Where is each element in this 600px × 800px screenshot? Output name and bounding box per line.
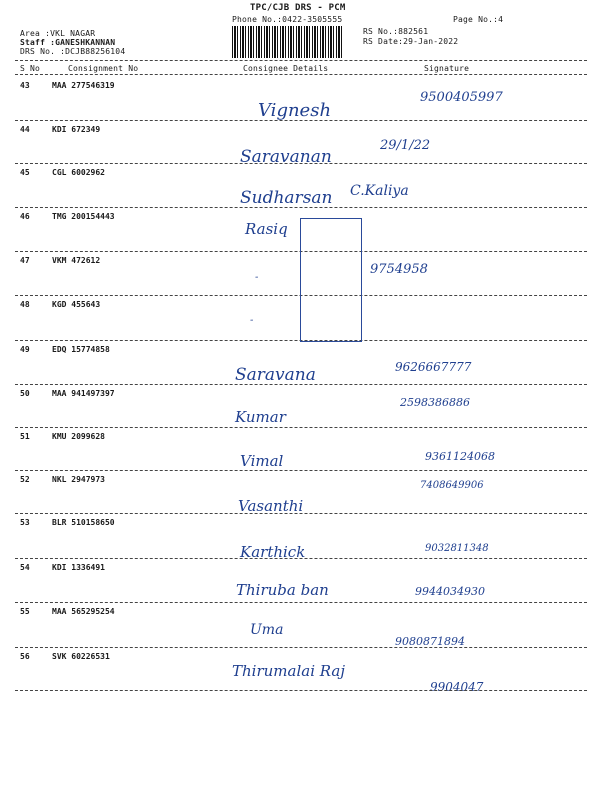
row-sno: 50 [20,389,30,398]
row-sno: 51 [20,432,30,441]
staff: Staff :GANESHKANNAN [20,38,116,47]
phone-number: Phone No.:0422-3505555 [232,15,343,24]
row-consignee-name: Thiruba ban [236,581,329,599]
row-consignment: KDI 672349 [52,125,101,134]
column-rule [15,74,587,75]
row-consignment: MAA 565295254 [52,607,115,616]
row-consignee-name: Uma [250,622,284,638]
row-consignment: NKL 2947973 [52,475,105,484]
row-consignee-name: Kumar [235,408,286,426]
bracket-mark [300,218,362,342]
row-sno: 53 [20,518,30,527]
row-sno: 45 [20,168,30,177]
row-consignee-name: Thirumalai Raj [232,662,345,680]
row-consignee-name: Saravana [235,365,316,385]
row-signature: 9904047 [430,680,484,694]
row-consignment: KMU 2099628 [52,432,105,441]
row-consignment: KGD 455643 [52,300,101,309]
row-consignment: VKM 472612 [52,256,101,265]
end-rule [15,690,587,691]
row-divider [15,427,587,428]
row-consignee-name: - [255,272,259,283]
header-rule [15,60,587,61]
row-divider [15,384,587,385]
row-sno: 54 [20,563,30,572]
col-consignment: Consignment No [68,64,139,73]
row-divider [15,647,587,648]
row-divider [15,207,587,208]
row-sno: 44 [20,125,30,134]
rs-date: RS Date:29-Jan-2022 [363,37,459,46]
row-signature: 2598386886 [400,396,470,409]
row-divider [15,513,587,514]
col-sno: S No [20,64,41,73]
row-consignee-name: Karthick [240,543,306,561]
row-signature: C.Kaliya [350,183,409,199]
row-consignment: SVK 60226531 [52,652,110,661]
row-consignee-name: Saravanan [240,147,332,167]
drs-number: DRS No. :DCJB88256104 [20,47,126,56]
row-consignment: CGL 6002962 [52,168,105,177]
row-signature: 9626667777 [395,360,472,374]
row-signature: 9944034930 [415,585,485,598]
row-sno: 49 [20,345,30,354]
row-consignment: KDI 1336491 [52,563,105,572]
area: Area :VKL NAGAR [20,29,96,38]
row-signature: 9032811348 [425,543,489,554]
rs-number: RS No.:882561 [363,27,429,36]
row-divider [15,558,587,559]
row-sno: 55 [20,607,30,616]
row-consignment: MAA 277546319 [52,81,115,90]
row-consignee-name: Rasiq [245,220,288,238]
page-number: Page No.:4 [453,15,504,24]
row-consignment: TMG 200154443 [52,212,115,221]
row-sno: 48 [20,300,30,309]
row-consignee-name: - [250,315,254,326]
row-consignee-name: Vasanthi [238,497,304,515]
row-signature: 29/1/22 [380,138,431,153]
row-sno: 47 [20,256,30,265]
row-divider [15,470,587,471]
row-divider [15,163,587,164]
doc-title: TPC/CJB DRS - PCM [250,3,346,13]
row-sno: 56 [20,652,30,661]
col-signature: Signature [424,64,470,73]
row-sno: 43 [20,81,30,90]
row-consignee-name: Vignesh [258,100,332,121]
row-signature: 9754958 [370,262,428,277]
col-consignee: Consignee Details [243,64,329,73]
row-signature: 9500405997 [420,90,503,105]
row-signature: 9361124068 [425,450,495,463]
row-divider [15,602,587,603]
row-signature: 9080871894 [395,635,465,648]
row-sno: 46 [20,212,30,221]
row-consignment: EDQ 15774858 [52,345,110,354]
row-consignment: MAA 941497397 [52,389,115,398]
row-divider [15,120,587,121]
barcode-image [232,26,342,58]
row-signature: 7408649906 [420,480,484,491]
row-consignee-name: Vimal [240,452,284,470]
row-sno: 52 [20,475,30,484]
row-consignment: BLR 510158650 [52,518,115,527]
row-consignee-name: Sudharsan [240,188,333,208]
